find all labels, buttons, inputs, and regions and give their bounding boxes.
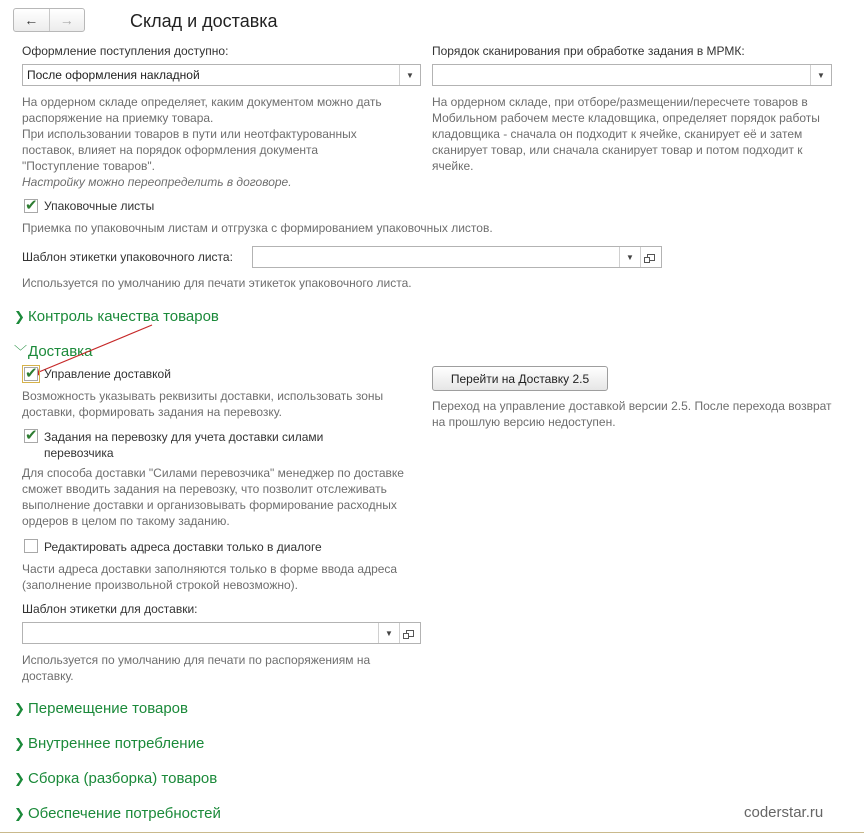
goto-delivery-hint: Переход на управление доставкой версии 2.5. После перехода возврат на прошлую версию недоступен. (432, 399, 832, 429)
watermark: coderstar.ru (744, 804, 824, 821)
receipt-select[interactable] (22, 64, 421, 86)
carrier-tasks-label-1: Задания на перевозку для учета доставки силами (44, 430, 324, 444)
section-needs[interactable]: ❯ Обеспечение потребностей (14, 805, 221, 822)
chevron-right-icon: ❯ (14, 701, 25, 716)
receipt-select-value: После оформления накладной (27, 68, 200, 82)
chevron-right-icon: ❯ (14, 806, 25, 821)
chevron-down-icon[interactable]: ▼ (810, 65, 831, 85)
carrier-tasks-label-2: перевозчика (44, 446, 114, 460)
chevron-down-icon: ﹀ (14, 344, 28, 359)
manage-delivery-checkbox[interactable] (24, 367, 38, 381)
scan-select[interactable] (432, 64, 832, 86)
packing-label: Упаковочные листы (44, 199, 155, 213)
delivery-template-label: Шаблон этикетки для доставки: (22, 602, 198, 616)
section-internal[interactable]: ❯ Внутреннее потребление (14, 735, 205, 752)
goto-delivery-25-button[interactable]: Перейти на Доставку 2.5 (432, 366, 608, 391)
packing-template-label: Шаблон этикетки упаковочного листа: (22, 250, 233, 264)
receipt-hint-3: Настройку можно переопределить в договоре. (22, 175, 292, 189)
chevron-right-icon: ❯ (14, 736, 25, 751)
section-assembly[interactable]: ❯ Сборка (разборка) товаров (14, 770, 218, 787)
delivery-template-hint: Используется по умолчанию для печати по распоряжениям на доставку. (22, 653, 371, 683)
delivery-template-select[interactable] (22, 622, 421, 644)
section-delivery[interactable]: ﹀Доставка (14, 343, 93, 360)
scan-label: Порядок сканирования при обработке задания в МРМК: (432, 44, 745, 58)
page-title: Склад и доставка (130, 11, 278, 31)
chevron-down-icon[interactable]: ▼ (378, 623, 399, 643)
chevron-down-icon[interactable]: ▼ (619, 247, 640, 267)
carrier-tasks-hint: Для способа доставки "Силами перевозчика" менеджер по доставке сможет вводить задания на перевозку, что позволит отслеживать выполнение доставки и организовывать формирование расходных ордеров в целом по такому заданию. (22, 466, 404, 528)
chevron-right-icon: ❯ (14, 309, 25, 324)
carrier-tasks-checkbox[interactable] (24, 429, 38, 443)
address-dialog-label: Редактировать адреса доставки только в диалоге (44, 540, 322, 554)
nav-buttons (13, 8, 85, 32)
chevron-down-icon[interactable]: ▼ (399, 65, 420, 85)
arrow-right-icon: → (59, 12, 74, 28)
address-dialog-checkbox[interactable] (24, 539, 38, 553)
receipt-hint-2: При использовании товаров в пути или неотфактурованных поставок, влияет на порядок оформления документа "Поступление товаров". (22, 127, 357, 173)
section-quality[interactable]: ❯ Контроль качества товаров (14, 308, 219, 325)
receipt-label: Оформление поступления доступно: (22, 44, 229, 58)
arrow-left-icon: ← (24, 12, 39, 28)
packing-hint: Приемка по упаковочным листам и отгрузка с формированием упаковочных листов. (22, 221, 493, 235)
packing-template-hint: Используется по умолчанию для печати этикеток упаковочного листа. (22, 276, 412, 290)
bottom-divider (0, 832, 864, 833)
back-button[interactable] (14, 9, 50, 31)
forward-button[interactable] (50, 9, 85, 31)
address-dialog-hint: Части адреса доставки заполняются только в форме ввода адреса (заполнение произвольной строкой невозможно). (22, 562, 398, 592)
section-movement[interactable]: ❯ Перемещение товаров (14, 700, 188, 717)
packing-template-select[interactable] (252, 246, 662, 268)
manage-delivery-hint: Возможность указывать реквизиты доставки, использовать зоны доставки, формировать задания на перевозку. (22, 389, 384, 419)
open-icon[interactable] (399, 623, 420, 643)
scan-hint: На ордерном складе, при отборе/размещении/пересчете товаров в Мобильном рабочем месте кладовщика, определяет порядок работы кладовщика - сначала он подходит к ячейке, сканирует её и затем сканирует товар, или сначала сканирует товар и потом подходит к ячейке. (432, 95, 820, 173)
chevron-right-icon: ❯ (14, 771, 25, 786)
manage-delivery-label: Управление доставкой (44, 367, 171, 381)
receipt-hint-1: На ордерном складе определяет, каким документом можно дать распоряжение на приемку товара. (22, 95, 382, 125)
open-icon[interactable] (640, 247, 661, 267)
packing-checkbox[interactable] (24, 199, 38, 213)
